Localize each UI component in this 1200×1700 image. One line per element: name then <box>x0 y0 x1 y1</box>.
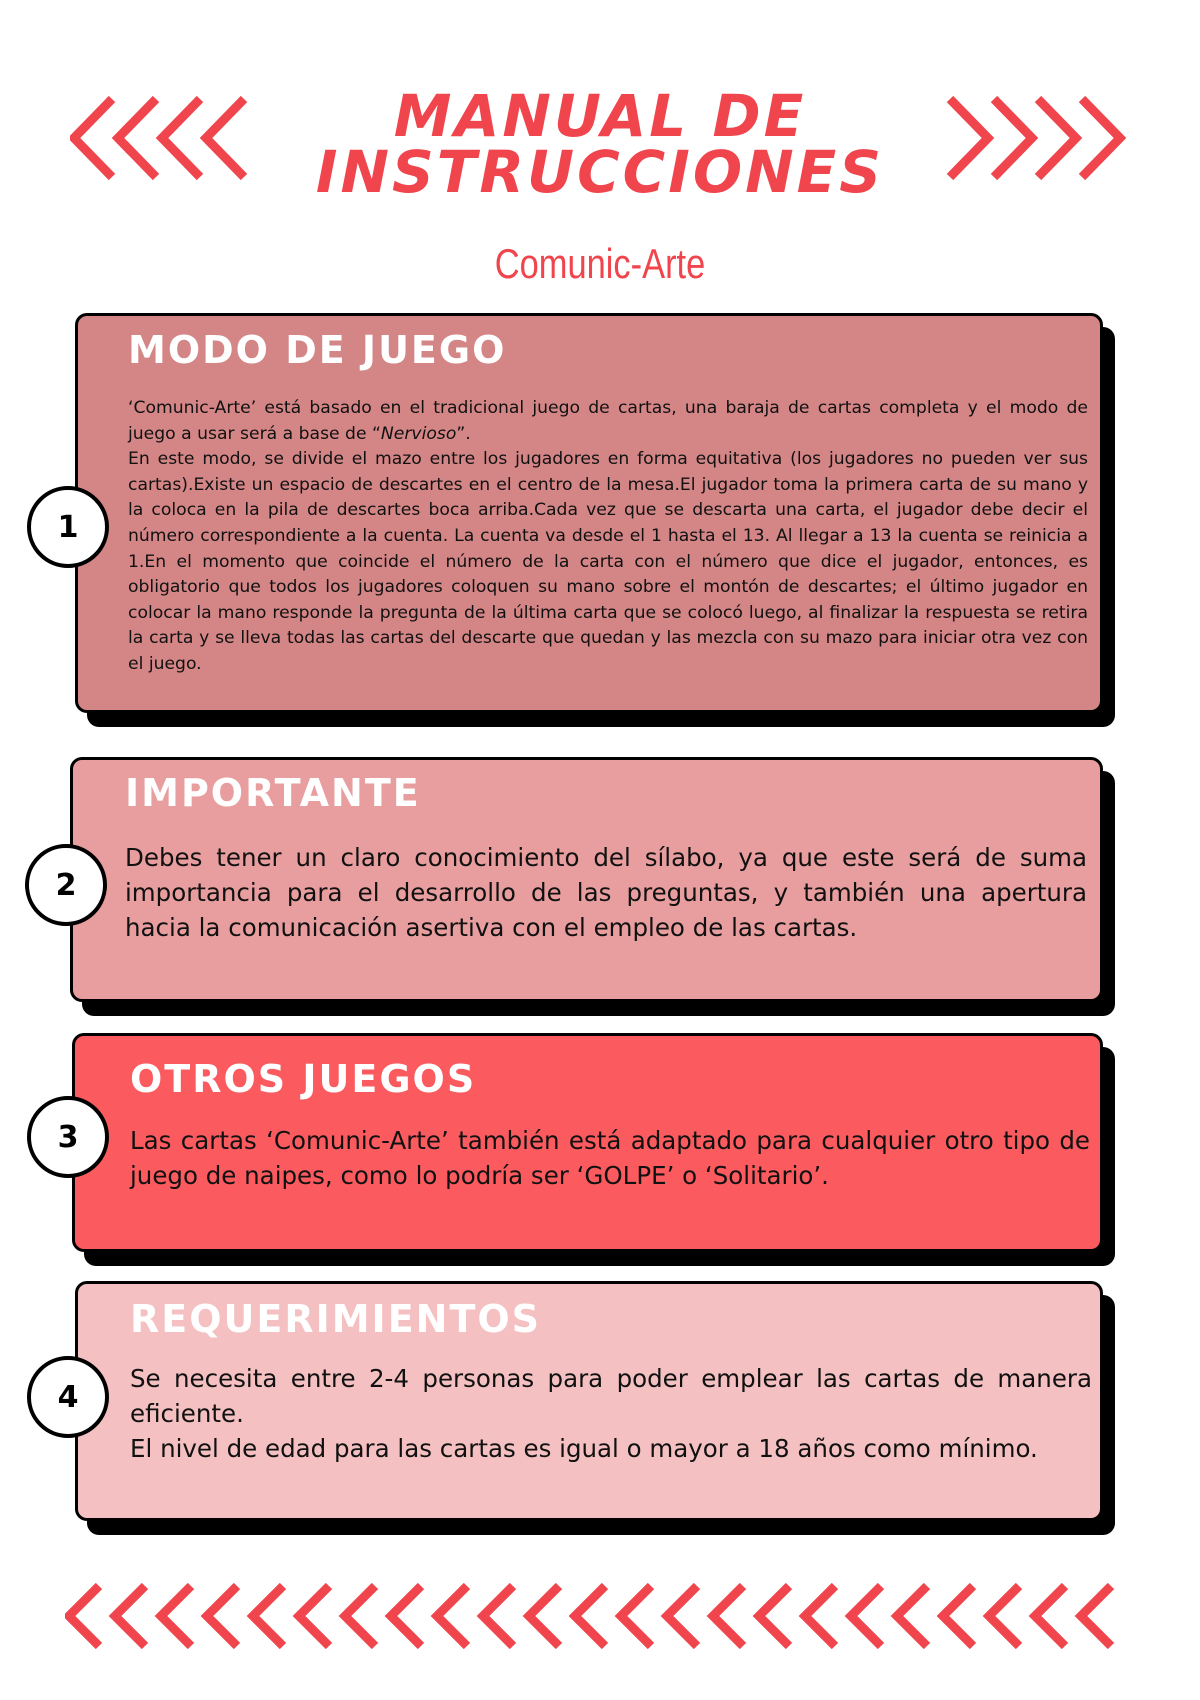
chevron-left-icon <box>759 1586 789 1646</box>
section-requerimientos <box>75 1281 1103 1521</box>
chevron-left-icon <box>253 1586 283 1646</box>
card-panel <box>72 1033 1103 1252</box>
chevron-left-icon <box>851 1586 881 1646</box>
chevron-left-icon <box>483 1586 513 1646</box>
section-body: Debes tener un claro conocimiento del sílabo, ya que este será de suma importancia para el desarrollo de las preguntas, y también una apertura hacia la comunicación asertiva con el empleo de las cartas. <box>125 843 1087 942</box>
chevron-left-icon <box>897 1586 927 1646</box>
chevron-left-icon <box>529 1586 559 1646</box>
section-otros-juegos <box>72 1033 1103 1252</box>
chevron-left-icon <box>713 1586 743 1646</box>
section-modo-de-juego <box>75 313 1103 713</box>
chevron-left-icon <box>667 1586 697 1646</box>
chevron-left-icon <box>115 1586 145 1646</box>
chevron-left-icon <box>69 1586 1111 1646</box>
body-paragraph-2: El nivel de edad para las cartas es igual o mayor a 18 años como mínimo. <box>130 1434 1038 1463</box>
section-title: REQUERIMIENTOS <box>130 1297 542 1341</box>
title-line-2: INSTRUCCIONES <box>315 138 885 206</box>
body-italic-text: Nervioso <box>380 423 457 444</box>
chevron-left-icon <box>621 1586 651 1646</box>
section-body <box>130 1361 1092 1466</box>
body-paragraph-1: Se necesita entre 2-4 personas para poder emplear las cartas de manera eficiente. <box>130 1364 1092 1428</box>
section-importante <box>70 757 1103 1002</box>
section-title: OTROS JUEGOS <box>130 1057 477 1101</box>
section-body: Las cartas ‘Comunic-Arte’ también está adaptado para cualquier otro tipo de juego de naipes, como lo podría ser ‘GOLPE’ o ‘Solitario’. <box>130 1126 1090 1190</box>
chevron-left-icon <box>299 1586 329 1646</box>
page-subtitle: Comunic-Arte <box>494 240 706 287</box>
chevron-left-icon <box>1035 1586 1065 1646</box>
page-title <box>0 82 1200 206</box>
chevron-left-icon <box>207 1586 237 1646</box>
chevron-left-icon <box>437 1586 467 1646</box>
card-panel <box>75 1281 1103 1521</box>
section-title: MODO DE JUEGO <box>128 328 507 372</box>
body-text-end: ”. <box>456 423 471 444</box>
step-number-1: 1 <box>27 486 109 568</box>
step-number-4: 4 <box>27 1356 109 1438</box>
chevron-left-icon <box>989 1586 1019 1646</box>
card-panel <box>70 757 1103 1002</box>
step-number-2: 2 <box>25 844 107 926</box>
chevron-left-icon <box>1081 1586 1111 1646</box>
chevron-left-icon <box>943 1586 973 1646</box>
chevron-left-icon <box>161 1586 191 1646</box>
body-paragraph-2: En este modo, se divide el mazo entre los jugadores en forma equitativa (los jugadores no pueden ver sus cartas).Existe un espacio de descartes en el centro de la mesa.El jugador toma la primera carta de su mano y la coloca en la pila de descartes boca arriba.Cada vez que se descarta una carta, el jugador debe decir el número correspondiente a la cuenta. La cuenta va desde el 1 hasta el 13. Al llegar a 13 la cuenta se reinicia a 1.En el momento que coincide el número de la carta con el número que dice el jugador, entonces, es obligatorio que todos los jugadores coloquen su mano sobre el montón de descartes; el último jugador en colocar la mano responde la pregunta de la última carta que se colocó luego, al finalizar la respuesta se retira la carta y se lleva todas las cartas del descarte que quedan y las mezcla con su mazo para iniciar otra vez con el juego. <box>128 449 1088 674</box>
bottom-chevrons-decoration <box>65 1582 1135 1654</box>
chevron-left-icon <box>391 1586 421 1646</box>
chevron-left-icon <box>345 1586 375 1646</box>
section-body <box>128 396 1088 678</box>
chevron-left-icon <box>69 1586 99 1646</box>
body-paragraph-1 <box>128 396 1088 447</box>
title-line-1: MANUAL DE <box>393 82 807 150</box>
chevron-left-icon <box>575 1586 605 1646</box>
step-number-3: 3 <box>27 1096 109 1178</box>
card-panel <box>75 313 1103 713</box>
chevron-left-icon <box>805 1586 835 1646</box>
body-text: ‘Comunic-Arte’ está basado en el tradicional juego de cartas, una baraja de cartas completa y el modo de juego a usar será a base de “ <box>128 398 1088 444</box>
section-title: IMPORTANTE <box>125 771 421 815</box>
